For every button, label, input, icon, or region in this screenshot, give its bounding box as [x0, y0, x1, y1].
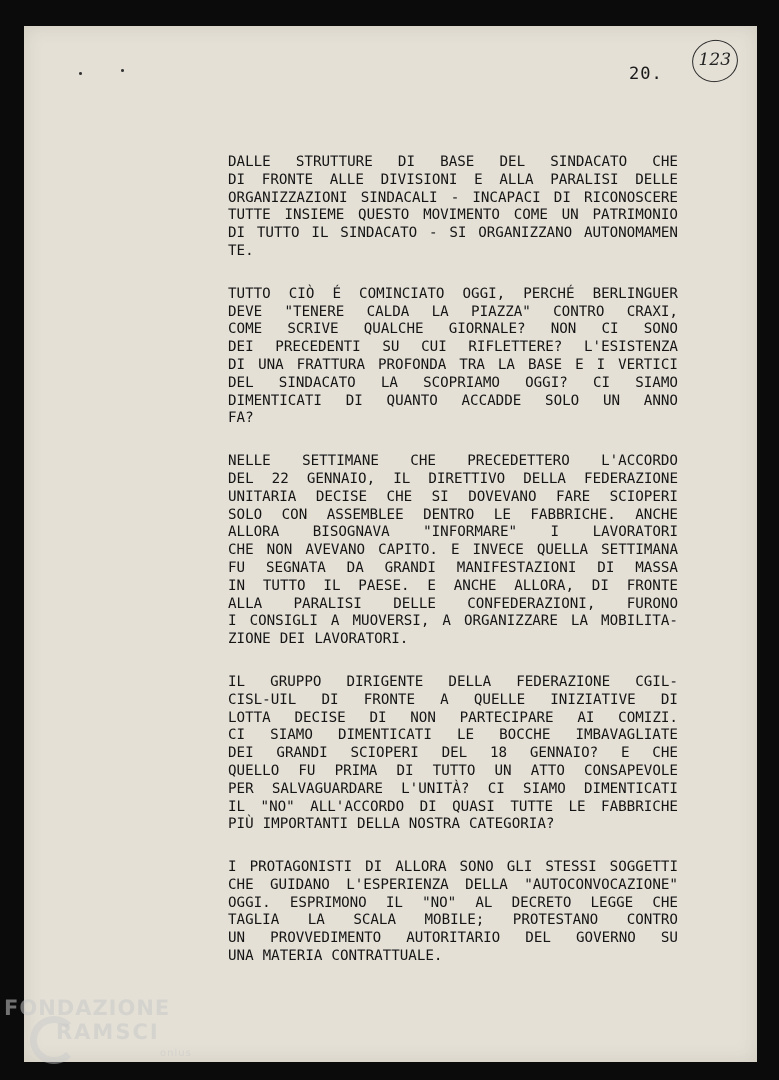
text-line: ALLA PARALISI DELLE CONFEDERAZIONI, FURONO [228, 595, 678, 612]
text-line: COME SCRIVE QUALCHE GIORNALE? NON CI SONO [228, 321, 678, 338]
paragraph [228, 859, 678, 966]
watermark-subtitle: RAMSCI [56, 1020, 160, 1044]
text-line: DALLE STRUTTURE DI BASE DEL SINDACATO CHE [228, 154, 678, 170]
watermark-suffix: onlus [160, 1048, 192, 1059]
text-line: FA? [228, 410, 254, 427]
text-line: DI FRONTE ALLE DIVISIONI E ALLA PARALISI DELLE [228, 171, 678, 188]
text-line: NELLE SETTIMANE CHE PRECEDETTERO L'ACCORDO [228, 453, 678, 470]
text-line: ALLORA BISOGNAVA "INFORMARE" I LAVORATORI [228, 524, 678, 541]
text-line: UNA MATERIA CONTRATTUALE. [228, 948, 443, 965]
text-line: DEI PRECEDENTI SU CUI RIFLETTERE? L'ESISTENZA [228, 339, 678, 356]
typewritten-body [228, 154, 678, 991]
text-line: DEL 22 GENNAIO, IL DIRETTIVO DELLA FEDERAZIONE [228, 470, 678, 487]
text-line: FU SEGNATA DA GRANDI MANIFESTAZIONI DI MASSA [228, 559, 678, 576]
text-line: CISL-UIL DI FRONTE A QUELLE INIZIATIVE DI [228, 691, 678, 708]
text-line: DI TUTTO IL SINDACATO - SI ORGANIZZANO AUTONOMAMEN [228, 225, 678, 242]
folio-stamp [688, 36, 742, 87]
watermark-title: FONDAZIONE [4, 996, 171, 1020]
paragraph [228, 286, 678, 428]
paragraph [228, 154, 678, 261]
ink-dot [121, 69, 124, 72]
page-number: 20. [629, 64, 663, 84]
text-line: UNITARIA DECISE CHE SI DOVEVANO FARE SCIOPERI [228, 488, 678, 505]
text-line: DIMENTICATI DI QUANTO ACCADDE SOLO UN ANNO [228, 392, 678, 409]
text-line: LOTTA DECISE DI NON PARTECIPARE AI COMIZI. [228, 709, 678, 726]
text-line: TAGLIA LA SCALA MOBILE; PROTESTANO CONTRO [228, 912, 678, 929]
document-page [24, 26, 757, 1062]
archive-watermark [4, 994, 204, 1078]
text-line: PIÙ IMPORTANTI DELLA NOSTRA CATEGORIA? [228, 816, 555, 833]
text-line: ZIONE DEI LAVORATORI. [228, 631, 409, 648]
text-line: TE. [228, 242, 254, 259]
text-line: TUTTO CIÒ É COMINCIATO OGGI, PERCHÉ BERLINGUER [228, 285, 678, 302]
text-line: IN TUTTO IL PAESE. E ANCHE ALLORA, DI FRONTE [228, 577, 678, 594]
paragraph [228, 453, 678, 649]
text-line: CI SIAMO DIMENTICATI LE BOCCHE IMBAVAGLIATE [228, 727, 678, 744]
text-line: CHE GUIDANO L'ESPERIENZA DELLA "AUTOCONVOCAZIONE" [228, 876, 678, 893]
text-line: ORGANIZZAZIONI SINDACALI - INCAPACI DI RICONOSCERE [228, 189, 678, 206]
text-line: DI UNA FRATTURA PROFONDA TRA LA BASE E I VERTICI [228, 356, 678, 373]
text-line: DEL SINDACATO LA SCOPRIAMO OGGI? CI SIAMO [228, 374, 678, 391]
ink-dot [79, 72, 82, 75]
paragraph [228, 674, 678, 834]
text-line: I CONSIGLI A MUOVERSI, A ORGANIZZARE LA MOBILITA- [228, 613, 678, 630]
text-line: UN PROVVEDIMENTO AUTORITARIO DEL GOVERNO SU [228, 930, 678, 947]
text-line: IL GRUPPO DIRIGENTE DELLA FEDERAZIONE CGIL- [228, 673, 678, 690]
text-line: DEVE "TENERE CALDA LA PIAZZA" CONTRO CRAXI, [228, 303, 678, 320]
text-line: TUTTE INSIEME QUESTO MOVIMENTO COME UN PATRIMONIO [228, 207, 678, 224]
text-line: OGGI. ESPRIMONO IL "NO" AL DECRETO LEGGE CHE [228, 894, 678, 911]
text-line: QUELLO FU PRIMA DI TUTTO UN ATTO CONSAPEVOLE [228, 762, 678, 779]
text-line: SOLO CON ASSEMBLEE DENTRO LE FABBRICHE. ANCHE [228, 506, 678, 523]
text-line: IL "NO" ALL'ACCORDO DI QUASI TUTTE LE FABBRICHE [228, 798, 678, 815]
folio-number: 123 [698, 50, 732, 71]
text-line: I PROTAGONISTI DI ALLORA SONO GLI STESSI SOGGETTI [228, 859, 678, 876]
text-line: DEI GRANDI SCIOPERI DEL 18 GENNAIO? E CHE [228, 745, 678, 762]
text-line: PER SALVAGUARDARE L'UNITÀ? CI SIAMO DIMENTICATI [228, 780, 678, 797]
text-line: CHE NON AVEVANO CAPITO. E INVECE QUELLA SETTIMANA [228, 542, 678, 559]
